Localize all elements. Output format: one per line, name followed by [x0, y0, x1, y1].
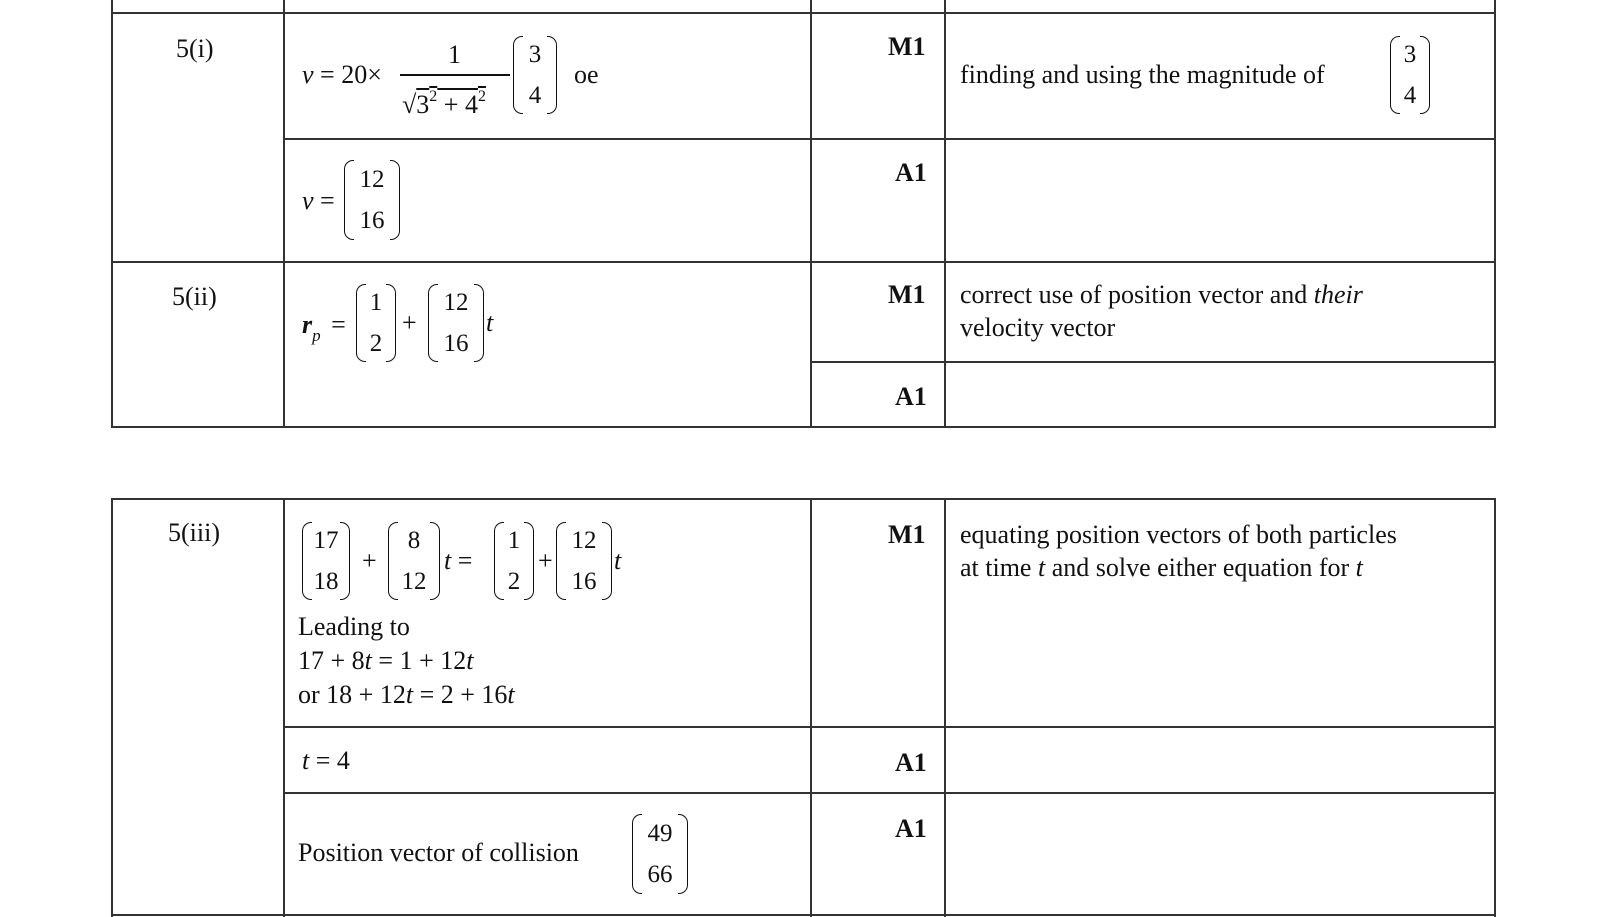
mark-m1: M1: [888, 520, 926, 549]
v-eq-20: = 20×: [313, 60, 382, 89]
time-result: t = 4: [302, 746, 350, 775]
time-var: t: [614, 546, 622, 575]
guidance-vector: 3 4: [1390, 36, 1430, 114]
sqrt-icon: √: [402, 90, 417, 119]
collision-text: Position vector of collision: [298, 838, 579, 867]
direction-vector: 3 4: [513, 36, 557, 114]
plus-sign: +: [402, 308, 417, 337]
vector-8-12: 8 12: [388, 522, 440, 600]
fraction-bar: [400, 74, 510, 76]
plus-sign: +: [538, 546, 553, 575]
oe-label: oe: [574, 60, 599, 89]
vector-12-16: 12 16: [556, 522, 612, 600]
collision-vector: 49 66: [632, 814, 688, 894]
mark-m1: M1: [888, 32, 926, 61]
velocity-result: v =: [302, 186, 335, 215]
equation-2: or 18 + 12t = 2 + 16t: [298, 680, 515, 709]
position-vector-label: $r_p$ =: [302, 310, 346, 345]
equation-1: 17 + 8t = 1 + 12t: [298, 646, 474, 675]
leading-to: Leading to: [298, 612, 410, 641]
question-number: 5(ii): [172, 282, 217, 311]
question-number: 5(iii): [168, 518, 220, 547]
guidance-text: equating position vectors of both particles at time t and solve either equation for t: [960, 520, 1397, 582]
mark-a1: A1: [895, 382, 927, 411]
guidance-text: correct use of position vector and their velocity vector: [960, 280, 1363, 342]
mark-a1: A1: [895, 748, 927, 777]
fraction-numerator: 1: [448, 40, 461, 69]
question-number: 5(i): [176, 34, 214, 63]
v-var: v: [302, 60, 314, 89]
plus-sign: +: [362, 546, 377, 575]
guidance-text: finding and using the magnitude of: [960, 60, 1325, 89]
mark-m1: M1: [888, 280, 926, 309]
velocity-result-vector: 12 16: [344, 160, 400, 240]
fraction-denominator: $√3^2 + 4^2$: [402, 88, 486, 119]
initial-position-vector: 1 2: [356, 284, 396, 362]
time-equals: t =: [444, 546, 473, 575]
vector-1-2: 1 2: [494, 522, 534, 600]
mark-a1: A1: [895, 814, 927, 843]
mark-a1: A1: [895, 158, 927, 187]
vector-17-18: 17 18: [302, 522, 350, 600]
time-var: t: [486, 308, 494, 337]
velocity-vector: 12 16: [428, 284, 484, 362]
